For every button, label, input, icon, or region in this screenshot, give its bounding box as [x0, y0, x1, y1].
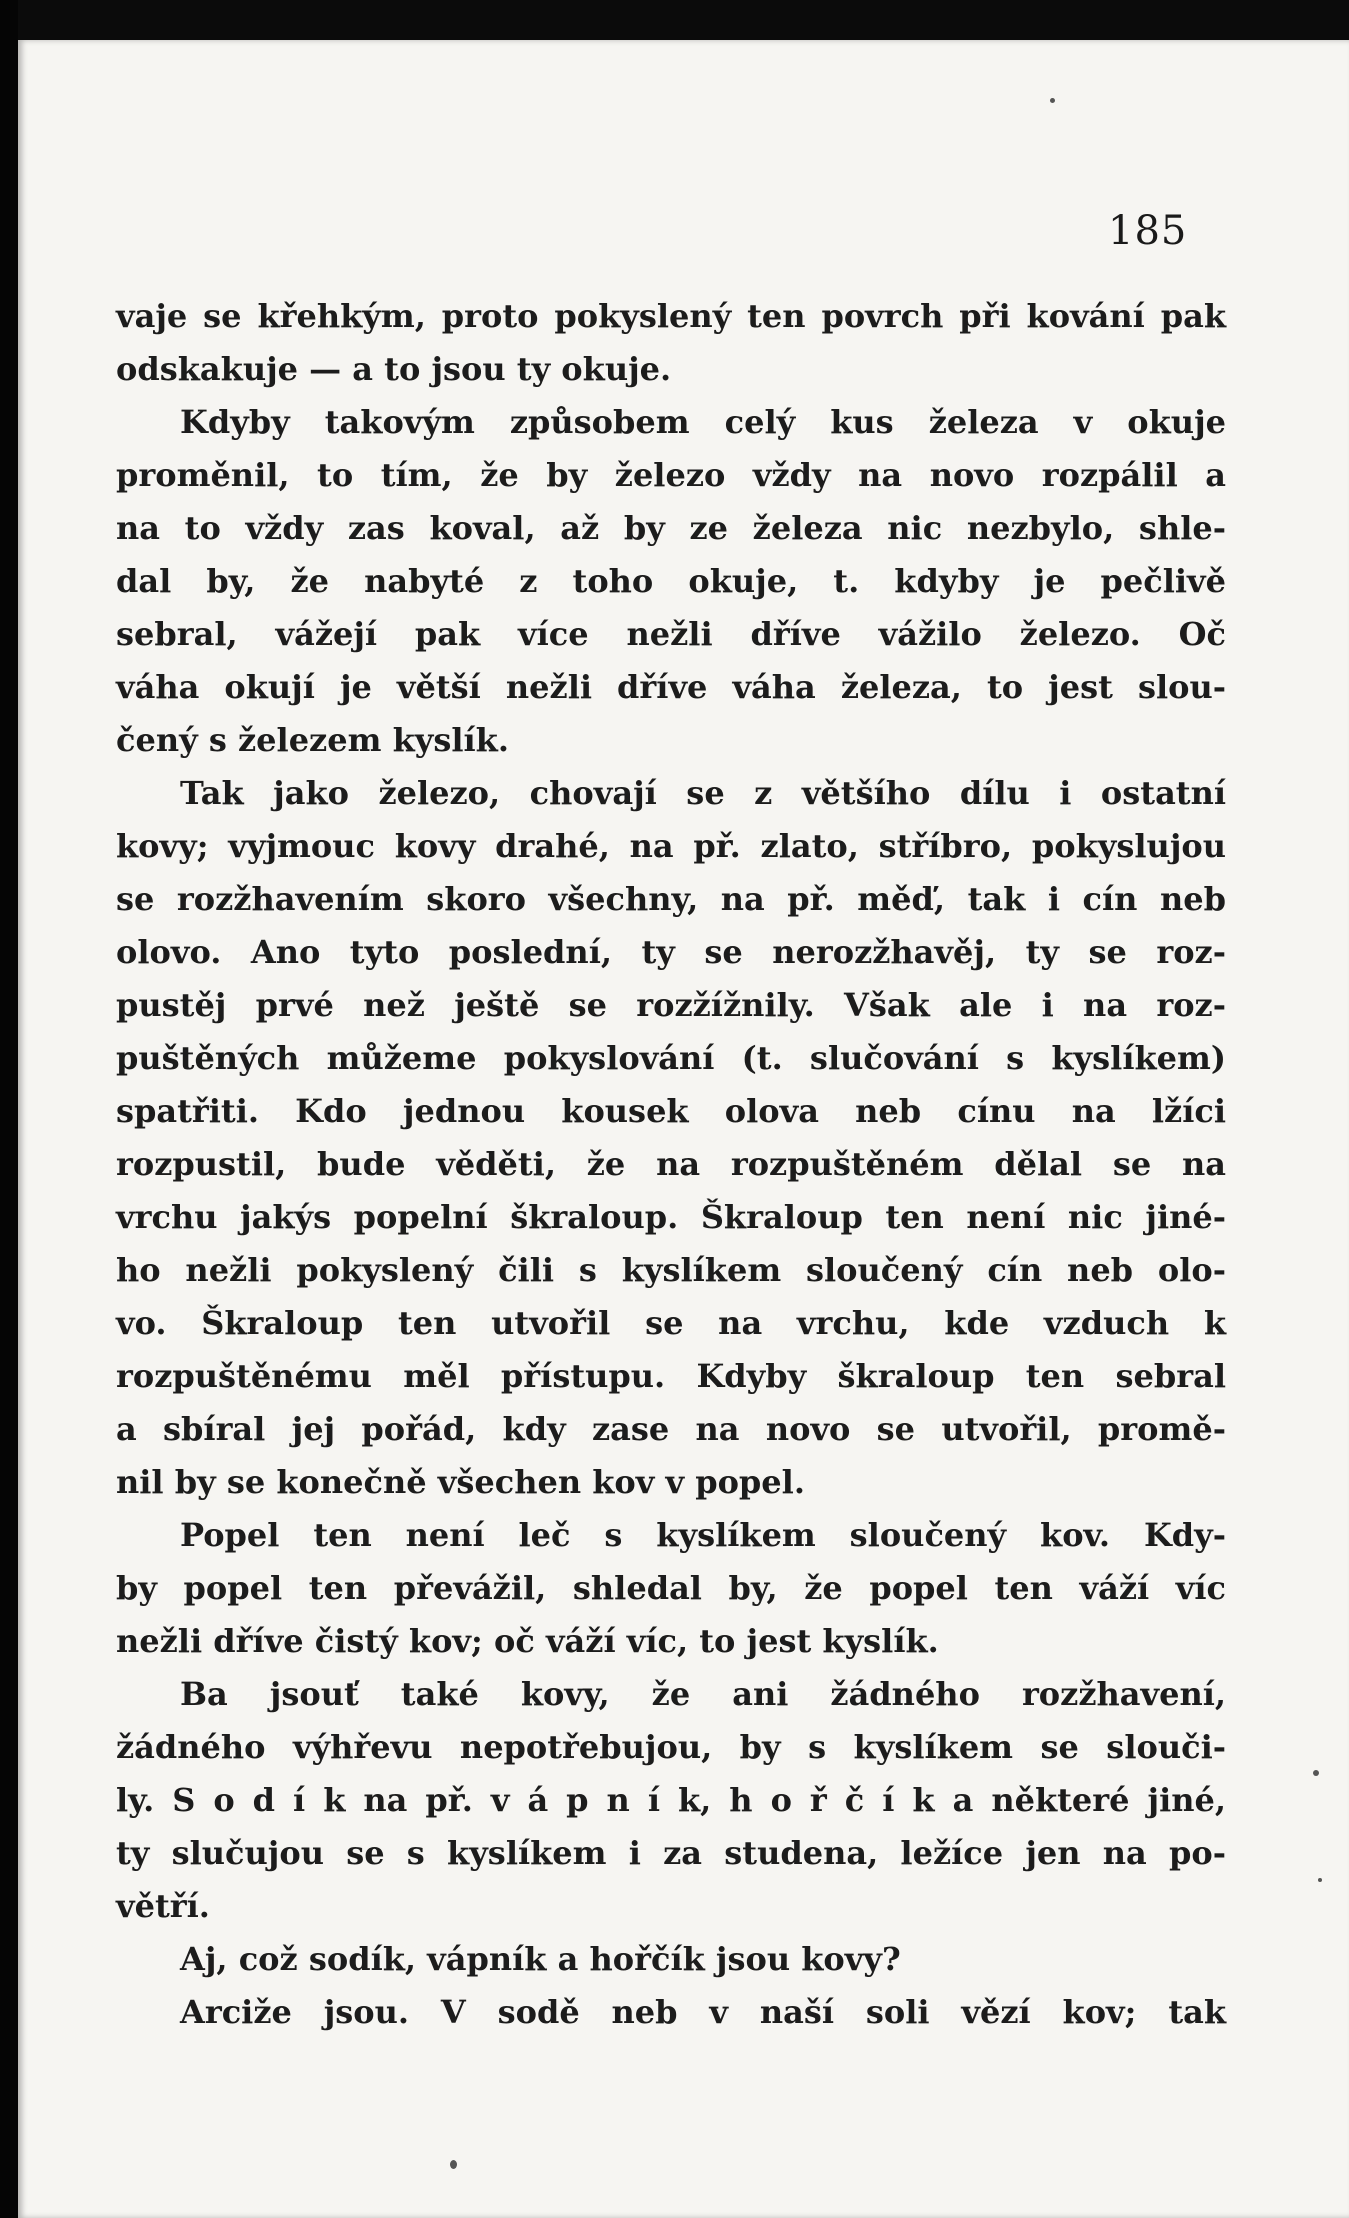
text-line: sebral, vážejí pak více nežli dříve vážilo železo. Oč — [116, 615, 1226, 653]
text-line: Kdyby takovým způsobem celý kus železa v okuje — [180, 403, 1226, 441]
paper-speck — [1313, 1770, 1319, 1776]
text-line: rozpuštěnému měl přístupu. Kdyby škraloup ten sebral — [116, 1357, 1226, 1395]
scan-border — [0, 0, 18, 2218]
text-line: Tak jako železo, chovají se z většího dílu i ostatní — [180, 774, 1226, 812]
text-line: nil by se konečně všechen kov v popel. — [116, 1463, 805, 1501]
text-line: spatřiti. Kdo jednou kousek olova neb cínu na lžíci — [116, 1092, 1226, 1130]
text-line: Arciže jsou. V sodě neb v naší soli vězí kov; tak — [180, 1993, 1226, 2031]
text-line: puštěných můžeme pokyslování (t. slučování s kyslíkem) — [116, 1039, 1226, 1077]
text-line: Aj, což sodík, vápník a hořčík jsou kovy? — [180, 1940, 901, 1978]
text-line: se rozžhavením skoro všechny, na př. měď, tak i cín neb — [116, 880, 1226, 918]
text-line: odskakuje — a to jsou ty okuje. — [116, 350, 672, 388]
text-line: na to vždy zas koval, až by ze železa nic nezbylo, shle- — [116, 509, 1226, 547]
paper-speck — [1050, 98, 1055, 103]
text-line: nežli dříve čistý kov; oč váží víc, to jest kyslík. — [116, 1622, 939, 1660]
text-line: vrchu jakýs popelní škraloup. Škraloup ten není nic jiné- — [116, 1198, 1226, 1236]
text-line: Popel ten není leč s kyslíkem sloučený kov. Kdy- — [180, 1516, 1226, 1554]
text-line: vo. Škraloup ten utvořil se na vrchu, kde vzduch k — [116, 1304, 1226, 1342]
text-line: dal by, že nabyté z toho okuje, t. kdyby je pečlivě — [116, 562, 1226, 600]
book-page — [18, 40, 1349, 2218]
text-line: Ba jsouť také kovy, že ani žádného rozžhavení, — [180, 1675, 1226, 1713]
text-line: váha okují je větší nežli dříve váha železa, to jest slou- — [116, 668, 1226, 706]
page-number: 185 — [1108, 208, 1188, 254]
text-line: pustěj prvé než ještě se rozžížnily. Však ale i na roz- — [116, 986, 1226, 1024]
text-line: kovy; vyjmouc kovy drahé, na př. zlato, stříbro, pokyslujou — [116, 827, 1226, 865]
text-line: žádného výhřevu nepotřebujou, by s kyslíkem se slouči- — [116, 1728, 1226, 1766]
text-line: ho nežli pokyslený čili s kyslíkem sloučený cín neb olo- — [116, 1251, 1226, 1289]
paper-speck — [1318, 1878, 1322, 1882]
text-line: čený s železem kyslík. — [116, 721, 509, 759]
text-line: vaje se křehkým, proto pokyslený ten povrch při kování pak — [116, 297, 1226, 335]
body-text — [116, 290, 1226, 2039]
text-line: ty slučujou se s kyslíkem i za studena, ležíce jen na po- — [116, 1834, 1226, 1872]
text-line: by popel ten převážil, shledal by, že popel ten váží víc — [116, 1569, 1226, 1607]
text-line: proměnil, to tím, že by železo vždy na novo rozpálil a — [116, 456, 1226, 494]
text-line: olovo. Ano tyto poslední, ty se nerozžhavěj, ty se roz- — [116, 933, 1226, 971]
text-line: rozpustil, bude věděti, že na rozpuštěném dělal se na — [116, 1145, 1226, 1183]
paper-speck — [450, 2160, 457, 2169]
text-line: a sbíral jej pořád, kdy zase na novo se utvořil, promě- — [116, 1410, 1226, 1448]
text-line: ly. S o d í k na př. v á p n í k, h o ř č í k a některé jiné, — [116, 1781, 1226, 1819]
text-line: větří. — [116, 1887, 210, 1925]
